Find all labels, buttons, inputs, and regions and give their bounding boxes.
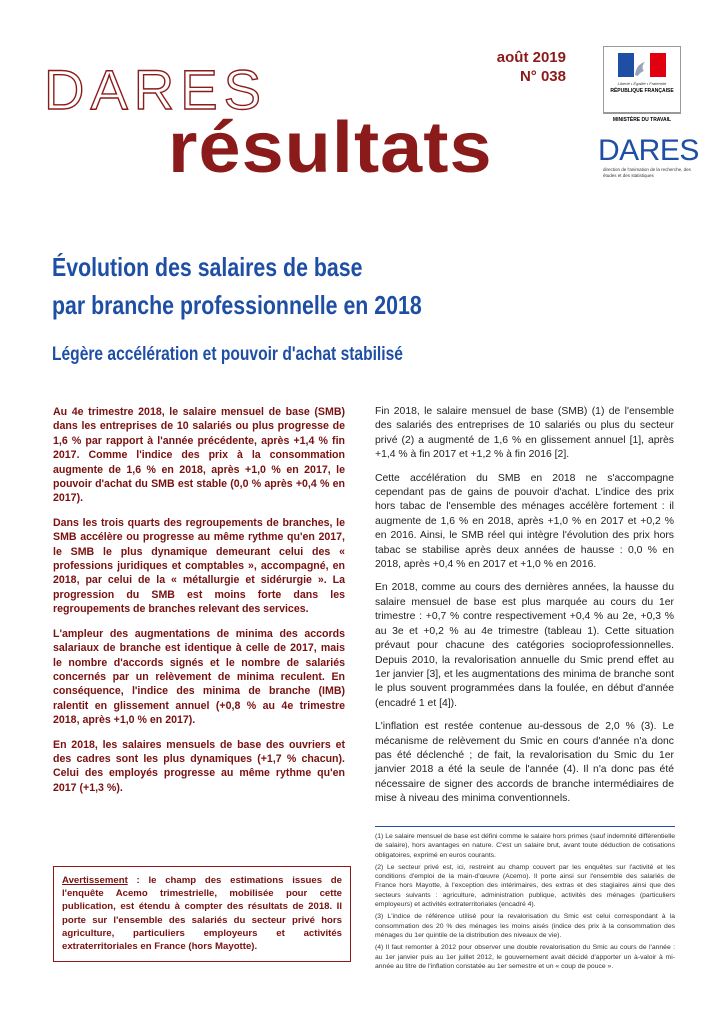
summary-paragraph: En 2018, les salaires mensuels de base des ouvriers et des cadres sont les plus dynamiques (+1,7 % chacun). Celui des employés progresse au même rythme qu'en 2017 (+1,3 %). [53,738,345,794]
page-title [52,248,422,324]
footnote: (2) Le secteur privé est, ici, restreint au champ couvert par les enquêtes sur l'activité et les conditions d'emploi de la main-d'œuvre (Acemo). Il porte ainsi sur l'ensemble des salariés de France hors Mayotte, à l'exception des intérimaires, des extras et des stagiaires ainsi que des secteurs suivants : agriculture, administration publique, activités des ménages (particuliers employeurs) et activités extraterritoriales (encadré 4). [375,863,675,909]
body-paragraph: Cette accélération du SMB en 2018 ne s'accompagne cependant pas de gains de pouvoir d'achat. L'indice des prix hors tabac de l'ensemble des ménages accélère fortement : il augmente de 1,6 % en 2018, après +1,0 % en 2017 et +0,2 % en 2016. Ainsi, le SMB réel qui intègre l'évolution des prix hors tabac se stabilise après deux années de hausse : 0,0 % en 2018, après +0,4 % en 2017 et +1,0 % en 2016. [375,472,674,571]
title-line-1: Évolution des salaires de base [52,252,363,282]
republique-francaise-logo [603,46,681,114]
dares-masthead-wordmark: DARES [44,58,267,121]
page-subtitle: Légère accélération et pouvoir d'achat stabilisé [52,344,403,365]
warning-box [53,866,351,962]
body-paragraph: L'inflation est restée contenue au-dessous de 2,0 % (3). Le mécanisme de relèvement du Smic en cours d'année n'a donc pas été déclenché ; de fait, la revalorisation du Smic du 1er janvier 2018 a été la seule de l'année (4). Il n'a donc pas été nécessaire de signer des accords de branche intermédiaires de mise à niveau des minima conventionnels. [375,721,674,805]
body-paragraph: Fin 2018, le salaire mensuel de base (SMB) (1) de l'ensemble des salariés des entreprises de 10 salariés ou plus du secteur privé (2) a augmenté de 1,6 % en glissement annuel [1], après +1,4 % à fin 2017 et +1,2 % à fin 2016 [2]. [375,406,674,461]
footnote: (3) L'indice de référence utilisé pour la revalorisation du Smic est celui correspondant à la consommation des 20 % des ménages les moins aisés (indice des prix à la consommation des ménages du 1er quintile de la distribution des niveaux de vie). [375,913,675,939]
body-paragraph: En 2018, comme au cours des dernières années, la hausse du salaire mensuel de base est plus marquée au cours du 1er trimestre : +0,7 % contre respectivement +0,4 % au 2e, +0,3 % au 3e et +0,2 % au 4e trimestre (tableau 1). Cette situation prévaut pour chacune des catégories socioprofessionnelles. Depuis 2010, la revalorisation annuelle du Smic prend effet au 1er janvier [3], et les augmentations des minima de branche sont le plus souvent programmées dans la foulée, en début d'année (encadré 1 et [4]). [375,582,674,709]
marianne-flag-icon [618,53,666,77]
summary-paragraph: Dans les trois quarts des regroupements de branches, le SMB accélère ou progresse au même rythme qu'en 2017, le SMB le plus dynamique demeurant celui des « professions juridiques et comptables », accompagné, en 2018, par celui de la « métallurgie et sidérurgie ». La progression du SMB est moins forte dans les regroupements de branches relevant des services. [53,516,345,616]
issue-info [497,48,566,86]
republic-motto: Liberté • Égalité • Fraternité [617,81,667,86]
issue-number: N° 038 [519,68,566,85]
footnotes [375,832,675,974]
title-line-2: par branche professionnelle en 2018 [52,290,422,320]
footnote: (1) Le salaire mensuel de base est défini comme le salaire hors primes (sauf indemnité différentielle de salaire), hors avantages en nature. C'est un salaire brut, avant toute déduction de cotisations obligatoires, exprimé en euros courants. [375,833,675,859]
footnote: (4) Il faut remonter à 2012 pour observer une double revalorisation du Smic au cours de l'année : au 1er janvier puis au 1er juillet 2012, le gouvernement avait décidé d'apporter un à-valoir à mi-année au titre de l'inflation constatée au 1er semestre et un « coup de pouce ». [375,944,675,970]
ministry-divider [603,112,681,113]
summary-paragraph: L'ampleur des augmentations de minima des accords salariaux de branche est identique à celle de 2017, mais le nombre d'accords signés et le nombre de salariés concernés par un relèvement de minima reculent. En conséquence, l'indice des minima de branche (IMB) ralentit en glissement annuel (+0,8 % au 4e trimestre 2018, après +1,0 % en 2017). [53,627,345,727]
summary-paragraph: Au 4e trimestre 2018, le salaire mensuel de base (SMB) dans les entreprises de 10 salariés ou plus progresse de 1,6 % par rapport à l'année précédente, après +1,4 % fin 2017. Comme l'indice des prix à la consommation augmente de 1,6 % en 2018, après +1,0 % en 2017, le pouvoir d'achat du SMB est stable (0,0 % après +0,4 % en 2017). [53,406,345,505]
resultats-masthead-wordmark: résultats [168,108,493,188]
summary-column [53,405,345,805]
issue-date: août 2019 [496,49,566,66]
dares-logo: DARES [598,134,699,167]
body-column [375,405,674,816]
footnotes-divider [375,826,675,827]
warning-text: : le champ des estimations issues de l'enquête Acemo trimestrielle, mobilisée pour cette publication, est étendu à compter des résultats de 2018. Il porte sur l'ensemble des salariés du secteur privé hors agriculture, particuliers employeurs et activités extraterritoriales en France (hors Mayotte). [62,875,342,953]
republic-name: RÉPUBLIQUE FRANÇAISE [610,88,674,94]
warning-lead: Avertissement [62,875,128,886]
dares-logo-tagline: direction de l'animation de la recherche, des études et des statistiques [603,167,691,178]
ministry-name: MINISTÈRE DU TRAVAIL [612,117,672,123]
